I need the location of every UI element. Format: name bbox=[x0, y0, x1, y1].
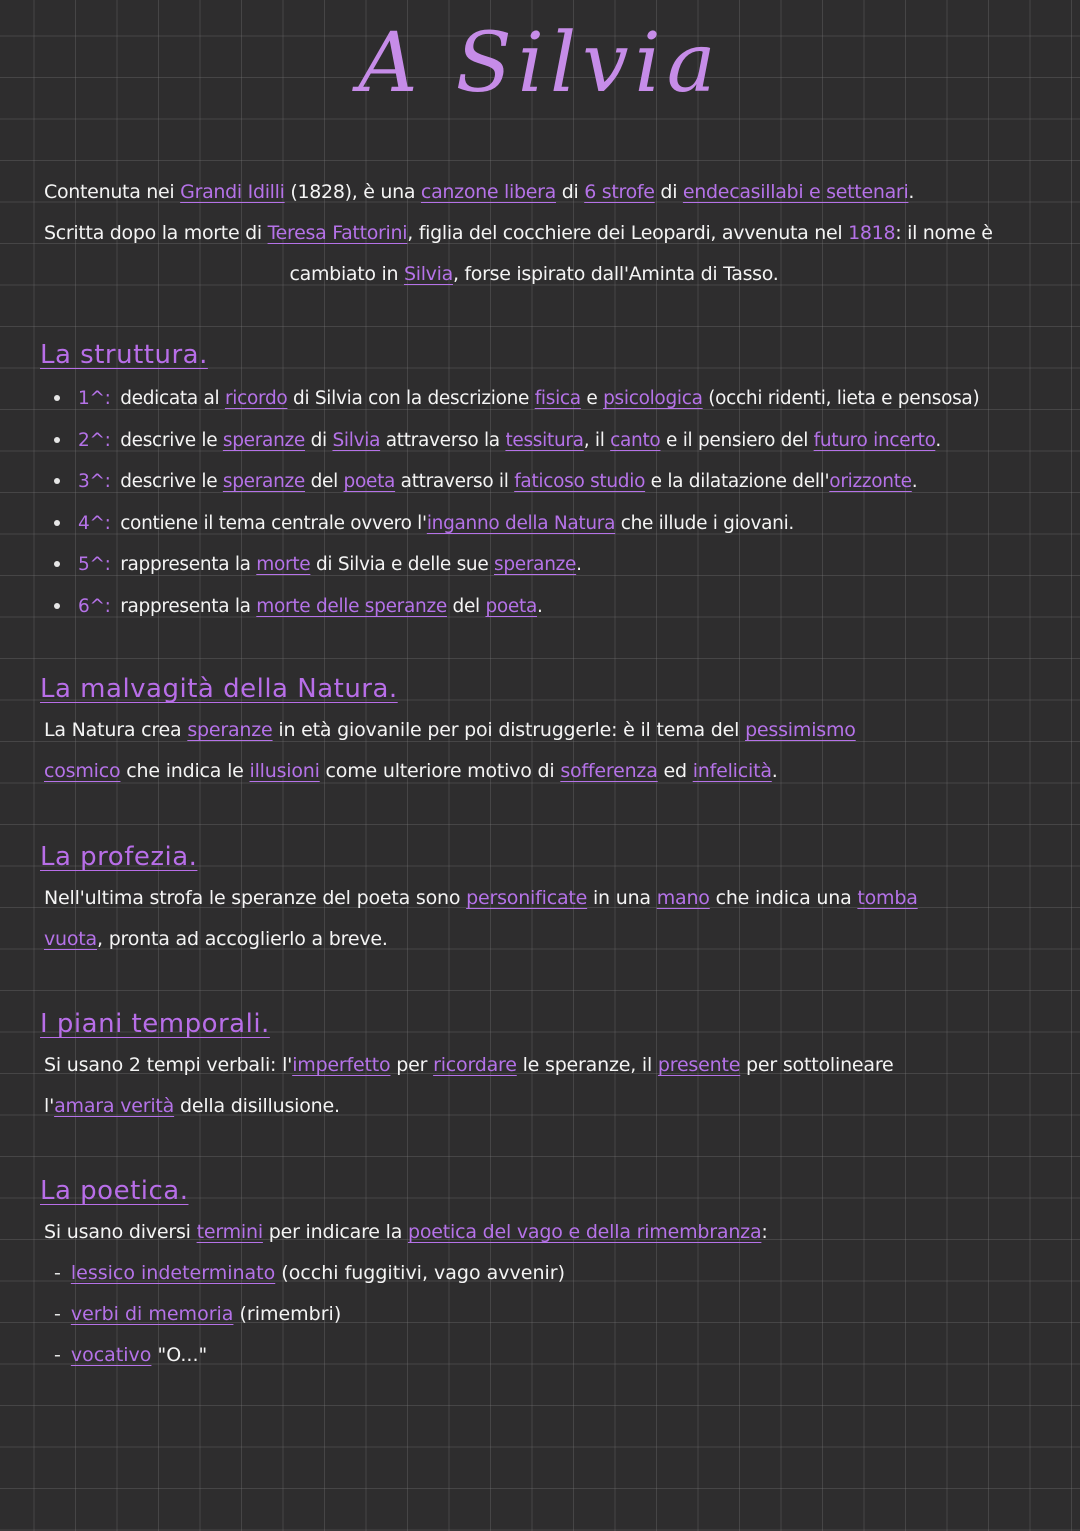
highlight: endecasillabi e settenari bbox=[682, 181, 909, 203]
intro-line-2: Scritta dopo la morte di Teresa Fattorini, figlia del cocchiere dei Leopardi, avvenuta nel 1818: il nome è bbox=[44, 222, 993, 244]
paragraph: Si usano 2 tempi verbali: l'imperfetto per ricordare le speranze, il presente per sottolineare l'amara verità della disillusione. bbox=[44, 1054, 894, 1117]
section-heading: La struttura. bbox=[40, 340, 208, 370]
list-item: 2^: descrive le speranze di Silvia attraverso la tessitura, il canto e il pensiero del futuro incerto. bbox=[40, 420, 1070, 462]
bullet-icon bbox=[54, 395, 60, 401]
list-item: 5^: rappresenta la morte di Silvia e delle sue speranze. bbox=[40, 544, 1070, 586]
highlight: Silvia bbox=[403, 263, 453, 285]
paragraph: La Natura crea speranze in età giovanile per poi distruggerle: è il tema del pessimismo cosmico che indica le illusioni come ulteriore motivo di sofferenza ed infelicità. bbox=[44, 719, 856, 782]
list-item: 4^: contiene il tema centrale ovvero l'inganno della Natura che illude i giovani. bbox=[40, 503, 1070, 545]
intro-line-1: Contenuta nei Grandi Idilli (1828), è una canzone libera di 6 strofe di endecasillabi e settenari. bbox=[44, 181, 915, 203]
intro-line-3: cambiato in Silvia, forse ispirato dall'Aminta di Tasso. bbox=[289, 263, 779, 285]
bullet-icon bbox=[54, 520, 60, 526]
bullet-icon bbox=[54, 561, 60, 567]
highlight: Grandi Idilli bbox=[180, 181, 285, 203]
bullet-icon bbox=[54, 437, 60, 443]
section-piani bbox=[40, 1005, 1070, 1127]
list-item: 1^: dedicata al ricordo di Silvia con la descrizione fisica e psicologica (occhi ridenti, lieta e pensosa) bbox=[40, 378, 1070, 420]
strofe-list bbox=[40, 378, 1070, 627]
list-item: 3^: descrive le speranze del poeta attraverso il faticoso studio e la dilatazione dell'orizzonte. bbox=[40, 461, 1070, 503]
paragraph: Si usano diversi termini per indicare la poetica del vago e della rimembranza: bbox=[44, 1221, 768, 1243]
section-heading: I piani temporali. bbox=[40, 1009, 270, 1039]
highlight: canzone libera bbox=[420, 181, 556, 203]
bullet-icon bbox=[54, 478, 60, 484]
section-heading: La malvagità della Natura. bbox=[40, 674, 398, 704]
highlight: 6 strofe bbox=[584, 181, 655, 203]
highlight: Teresa Fattorini bbox=[267, 222, 408, 244]
section-natura bbox=[40, 670, 1070, 792]
paragraph: Nell'ultima strofa le speranze del poeta sono personificate in una mano che indica una tomba vuota, pronta ad accoglierlo a breve. bbox=[44, 887, 918, 950]
section-heading: La poetica. bbox=[40, 1176, 189, 1206]
poetica-list bbox=[40, 1253, 1070, 1376]
highlight: 1818 bbox=[848, 222, 896, 244]
list-item: - lessico indeterminato (occhi fuggitivi, vago avvenir) bbox=[54, 1262, 566, 1284]
section-heading: La profezia. bbox=[40, 842, 198, 872]
list-item: - vocativo "O..." bbox=[54, 1344, 208, 1366]
section-poetica bbox=[40, 1172, 1070, 1376]
list-item: 6^: rappresenta la morte delle speranze del poeta. bbox=[40, 586, 1070, 628]
list-item: - verbi di memoria (rimembri) bbox=[54, 1303, 342, 1325]
section-profezia bbox=[40, 838, 1070, 960]
intro-paragraph bbox=[44, 172, 1064, 295]
section-struttura bbox=[40, 336, 1070, 627]
bullet-icon bbox=[54, 603, 60, 609]
page-title: A Silvia bbox=[358, 16, 722, 111]
